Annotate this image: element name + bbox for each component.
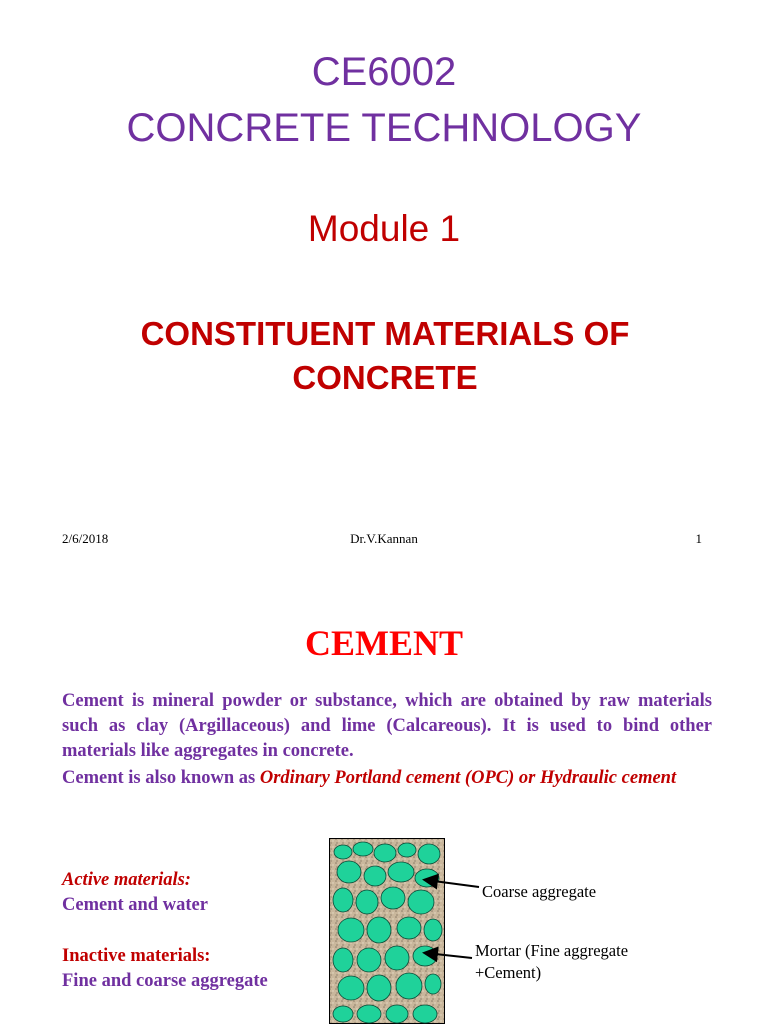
alias-prefix: Cement is also known as (62, 768, 260, 788)
concrete-cross-section-diagram (329, 838, 445, 1024)
footer-page-number: 1 (695, 531, 702, 546)
mortar-callout: Mortar (Fine aggregate +Cement) (475, 941, 629, 982)
active-materials-value: Cement and water (62, 895, 208, 915)
cement-definition: Cement is mineral powder or substance, which are obtained by raw materials such as clay (Argillaceous) and lime (Calcareous). It is used to bind other materials like aggregates in concrete. (62, 691, 712, 761)
alias-emphasis: Ordinary Portland cement (OPC) or Hydraulic cement (259, 768, 677, 788)
cement-heading: CEMENT (304, 623, 463, 663)
slide-subtitle: CONSTITUENT MATERIALS OF CONCRETE (140, 315, 630, 396)
module-title: Module 1 (307, 208, 461, 249)
active-materials-label: Active materials: (62, 870, 191, 890)
inactive-materials-value: Fine and coarse aggregate (62, 971, 268, 991)
coarse-aggregate-callout: Coarse aggregate (482, 882, 597, 901)
footer-author: Dr.V.Kannan (350, 531, 418, 546)
inactive-materials-label: Inactive materials: (62, 946, 211, 966)
course-title: CONCRETE TECHNOLOGY (126, 106, 642, 150)
cement-alias-paragraph (62, 766, 712, 791)
course-code: CE6002 (311, 50, 457, 94)
footer-date: 2/6/2018 (62, 531, 109, 546)
